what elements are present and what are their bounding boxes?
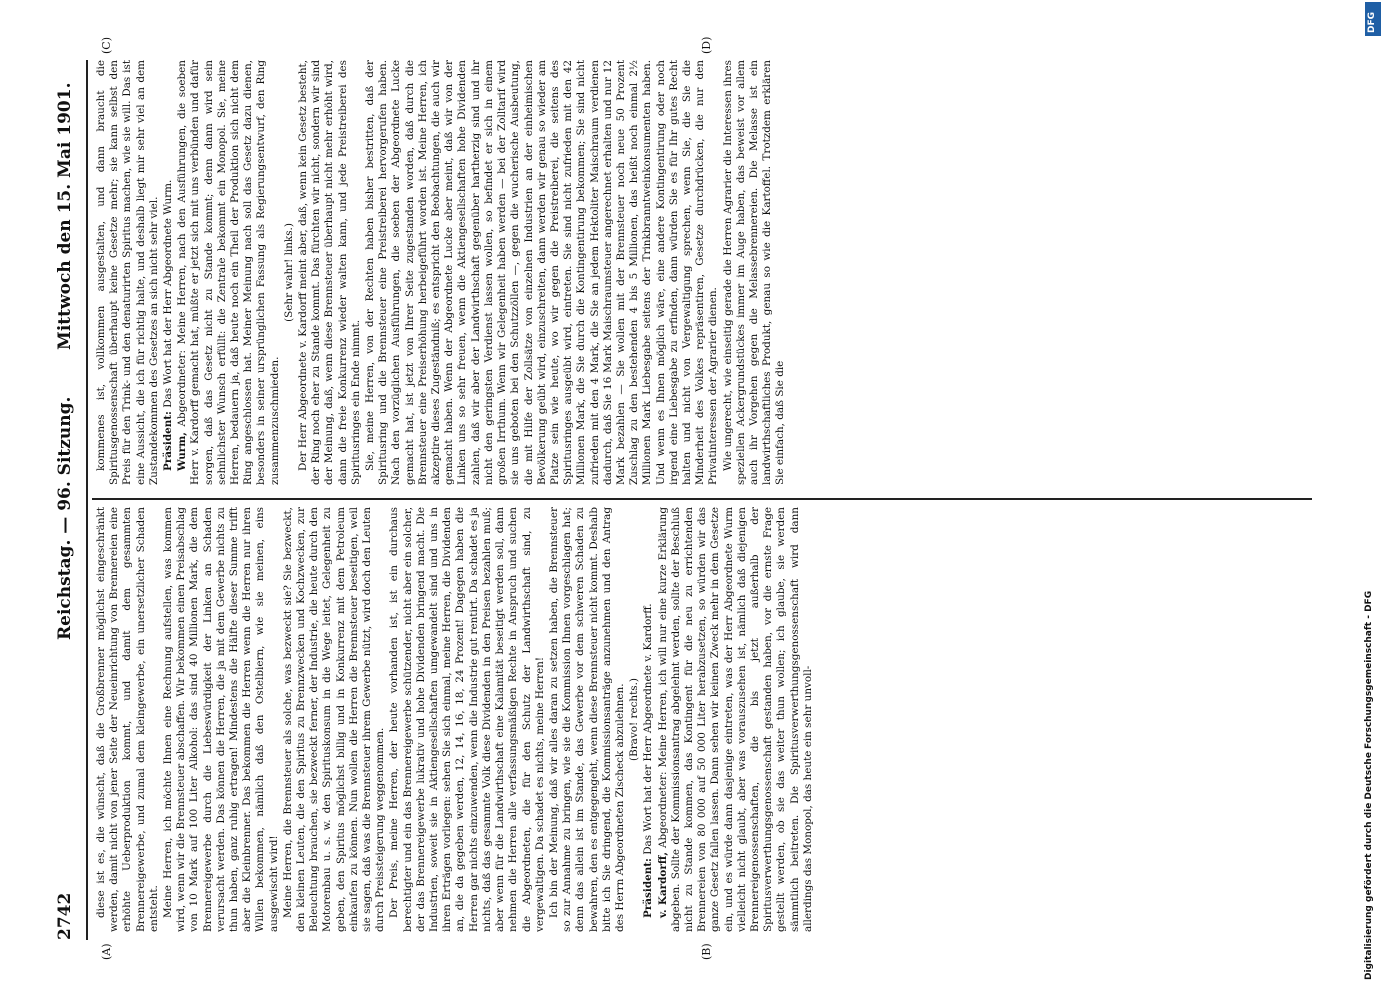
speaker-name: Präsident: xyxy=(162,411,175,471)
paragraph: Meine Herren, ich möchte Ihnen eine Rechnung aufstellen, was kommen wird, wenn wir die Brennsteuer abschaffen. Wir bekommen einen Preisabschlag von 10 Mark auf 100 Liter Alkohol: das sind 40 Millionen Mark, die dem Brennereigewerbe durch die Liebeswürdigkeit der Linken an Schaden verursacht werden. Das können die Herren, die ja mit dem Gewerbe nichts zu thun haben, ganz ruhig ertragen! Mindestens die Hälfte dieser Summe trifft aber die Kleinbrenner. Das bekommen die Herren wenn die Herren nur ihren Willen bekommen, nämlich daß den Ostelbiern, wie sie meinen, eins ausgewischt wird! xyxy=(162,507,280,932)
paragraph: Der Preis, meine Herren, der heute vorhanden ist, ist ein durchaus berechtigter und ein das Brennereigewerbe schützender, nicht aber ein solcher, der das Brennereigewerbe lukrativ und hohe Dividenden bringend macht. Die Industrien, soweit sie in Aktiengesellschaften umgewandelt sind und uns in ihren Erträgen vorliegen: sehen Sie sich einmal, meine Herren, die Dividenden an, die da gegeben werden, 12, 14, 16, 18, 24 Prozent! Dagegen haben die Herren gar nichts einzuwenden, wenn die Industrie gut rentirt. Da schadet es ja nichts, daß das gesammte Volk diese Dividenden in den Preisen bezahlen muß; aber wenn für die Landwirthschaft eine Kalamität beseitigt werden soll, dann nehmen die Herren alle verfassungsmäßigen Rechte in Anspruch und suchen die Abgeordneten, die für den Schutz der Landwirthschaft sind, zu vergewaltigen. Da schadet es nichts, meine Herren! xyxy=(388,507,546,932)
margin-letter-a: (A) xyxy=(100,943,113,960)
margin-letter-c: (C) xyxy=(100,37,113,54)
margin-letter-d: (D) xyxy=(700,36,713,54)
speaker-paragraph xyxy=(657,507,815,932)
dfg-logo xyxy=(1365,2,1381,36)
page-number: 2742 xyxy=(55,892,75,940)
session-title: Reichstag. — 96. Sitzung. xyxy=(55,396,75,640)
audience-reaction: (Sehr wahr! links.) xyxy=(282,223,295,322)
speech-text: Das Wort hat der Herr Abgeordnete v. Kardorff. xyxy=(642,603,655,855)
header-rule xyxy=(86,60,88,940)
column-divider xyxy=(92,498,1312,500)
speaker-name: Wurm, xyxy=(176,432,189,471)
paragraph: Ich bin der Meinung, daß wir alles daran zu setzen haben, die Brennsteuer so zur Annahme zu bringen, wie sie die Kommission Ihnen vorgeschlagen hat; denn das allein ist im Stande, das Gewerbe vor dem schweren Schaden zu bewahren, den es entgegengeht, wenn diese Brennsteuer nicht kommt. Deshalb bitte ich Sie dringend, die Kommissionsanträge anzunehmen und den Antrag des Herrn Abgeordneten Zischeck abzulehnen. xyxy=(547,507,626,932)
audience-reaction: (Bravo! rechts.) xyxy=(628,678,641,761)
session-date: Mittwoch den 15. Mai 1901. xyxy=(55,82,75,350)
page-header xyxy=(55,60,85,940)
speaker-paragraph xyxy=(642,507,655,932)
speech-text: Abgeordneter: Meine Herren, ich will nur eine kurze Erklärung abgeben. Sollte der Kommissionsantrag abgelehnt werden, sollte der Beschluß nicht zu Stande kommen, das Kontingent für die neu zu errichtenden Brennereien von 80 000 auf 50 000 Liter herabzusetzen, so würden wir das ganze Gesetz fallen lassen. Dann sehen wir keinen Zweck mehr in dem Gesetze ein, und es würde dann dasjenige eintreten, was der Herr Abgeordnete Wurm vielleicht nicht glaubt, aber was vorauszusehen ist, nämlich daß diejenigen Brennereigenossenschaften, die bis jetzt außerhalb der Spiritusverwerthungsgenossenschaft gestanden haben, vor die ernste Frage gestellt werden, ob sie das weiter thun wollen; ich glaube, sie werden sämmtlich beitreten. Die Spiritusverwerthungsgenossenschaft wird dann allerdings das Monopol, das heute ein sehr unvoll- xyxy=(656,507,814,932)
speech-text: Abgeordneter: Meine Herren, nach den Ausführungen, die soeben Herr v. Kardorff gemacht hat, müßte er jetzt sich mit uns verbünden und dafür sorgen, daß das Gesetz nicht zu Stande kommt; denn dann wird sein sehnlichster Wunsch erfüllt: die Zentrale bekommt ein Monopol. Sie, meine Herren, bedauern ja, daß heute noch ein Theil der Produktion sich nicht dem Ring angeschlossen hat. Meiner Meinung nach soll das Gesetz dazu dienen, besonders in seiner ursprünglichen Fassung als Regierungsentwurf, den Ring zusammenzuschmieden. xyxy=(176,60,281,485)
speaker-paragraph xyxy=(176,60,282,485)
paragraph: kommenes ist, vollkommen ausgestalten, und dann braucht die Spiritusgenossenschaft überhaupt keine Gesetze mehr; sie kann selbst den Preis für den Trink- und den denaturirten Spiritus machen, wie sie will. Das ist eine Aussicht, die ich für richtig halte, und deshalb liegt mir sehr viel an dem Zustandekommen des Gesetzes an sich nicht sehr viel. xyxy=(95,60,160,485)
paragraph: Wie ungerecht, wie einseitig gerade die Herren Agrarier die Interessen ihres speziellen Ackergrundstückes immer im Auge haben, das beweist vor allem auch ihr Vorgehen gegen die Melassebrennereien. Die Melasse ist ein landwirthschaftliches Produkt, genau so wie die Kartoffel. Trotzdem erklären Sie einfach, daß Sie die xyxy=(721,60,787,485)
paragraph: diese ist es, die wünscht, daß die Großbrenner möglichst eingeschränkt werden, damit nicht von jener Seite der Neueinrichtung von Brennereien eine erhöhte Ueberproduktion kommt, und damit dem gesammten Brennereigewerbe, und zumal dem kleingewerbe, ein unersetzlicher Schaden entsteht. xyxy=(95,507,160,932)
margin-letter-b: (B) xyxy=(700,943,713,960)
speaker-name: v. Kardorff, xyxy=(656,852,669,918)
speech-text: Das Wort hat der Herr Abgeordnete Wurm. xyxy=(162,179,175,408)
paragraph: Sie, meine Herren, von der Rechten haben bisher bestritten, daß der Spiritusring und die Brennsteuer eine Preistreiberei hervorgerufen haben. Nach den vorzüglichen Ausführungen, die soeben der Abgeordnete Lucke gemacht hat, ist jetzt von Ihrer Seite zugestanden worden, daß durch die Brennsteuer eine Preiserhöhung herbeigeführt worden ist. Meine Herren, ich akzeptire dieses Zugeständniß; es entspricht den Beobachtungen, die auch wir gemacht haben. Wenn der Abgeordnete Lucke aber meint, daß wir von der Linken uns so sehr freuen, wenn die Aktiengesellschaften hohe Dividenden zahlen, daß wir aber der Landwirthschaft gegenüber hartherzig sind und ihr nicht den geringsten Verdienst lassen wollen, so befindet er sich in einem großen Irrthum. Wenn wir Gelegenheit haben werden — bei der Zolltarif wird sie uns geboten bei den Schutzzöllen —, gegen die wucherische Ausbeutung, die mit Hilfe der Zollsätze von einzelnen Industrien an der einheimischen Bevölkerung geübt wird, einzuschreiten, dann werden wir genau so wieder am Platze sein wie heute, wo wir gegen die Preistreiberei, die seitens des Spiritusringes ausgeübt wird, eintreten. Sie sind nicht zufrieden mit den 42 Millionen Mark, die Sie durch die Kontingentirung bekommen; Sie sind nicht zufrieden mit den 4 Mark, die Sie an jedem Hektoliter Maischraum verdienen dadurch, daß Sie 16 Mark Maischraumsteuer angerechnet erhalten und nur 12 Mark bezahlen — Sie wollen mit der Brennsteuer noch neue 50 Prozent Zuschlag zu den bestehenden 4 bis 5 Millionen, das heißt noch einmal 2½ Millionen Mark Liebesgabe seitens der Trinkbranntweinkonsumenten haben. Und wenn es Ihnen möglich wäre, eine andere Kontingentirung oder noch irgend eine Liebesgabe zu erfinden, dann würden Sie es für Ihr gutes Recht halten und nicht von Vergewaltigung sprechen, wenn Sie, die Sie die Minderheit des Volkes repräsentiren, Gesetze durchdrücken, die nur den Privatinteressen der Agrarier dienen. xyxy=(364,60,720,485)
speaker-name: Präsident: xyxy=(642,858,655,918)
dfg-logo-text: DFG xyxy=(1367,11,1377,33)
paragraph: Der Herr Abgeordnete v. Kardorff meint aber, daß, wenn kein Gesetz besteht, der Ring noch eher zu Stande kommt. Das fürchten wir nicht, sondern wir sind der Meinung, daß, wenn diese Brennsteuer überhaupt nicht mehr erhöht wird, dann die freie Konkurrenz wieder walten kann, und jede Preistreiberei des Spiritusringes ein Ende nimmt. xyxy=(297,60,362,485)
speaker-paragraph xyxy=(162,60,175,485)
paragraph: Meine Herren, die Brennsteuer als solche, was bezweckt sie? Sie bezweckt, den kleinen Leuten, die den Spiritus zu Brennzwecken und Kochzwecken, zur Beleuchtung brauchen, sie bezweckt ferner, der Industrie, die heute durch den Motorenbau u. s. w. den Spirituskonsum in die Wege leitet, Gelegenheit zu geben, den Spiritus möglichst billig und in Konkurrenz mit dem Petroleum einkaufen zu können. Nun wollen die Herren die Brennsteuer beseitigen, weil sie sagen, daß was die Brennsteuer ihrem Gewerbe nützt, wird doch den Leuten durch Preissteigerung weggenommen. xyxy=(281,507,387,932)
right-column xyxy=(95,60,1305,485)
digitization-credit: Digitalisierung gefördert durch die Deutsche Forschungsgemeinschaft - DFG xyxy=(1364,590,1374,980)
left-column xyxy=(95,507,1305,932)
